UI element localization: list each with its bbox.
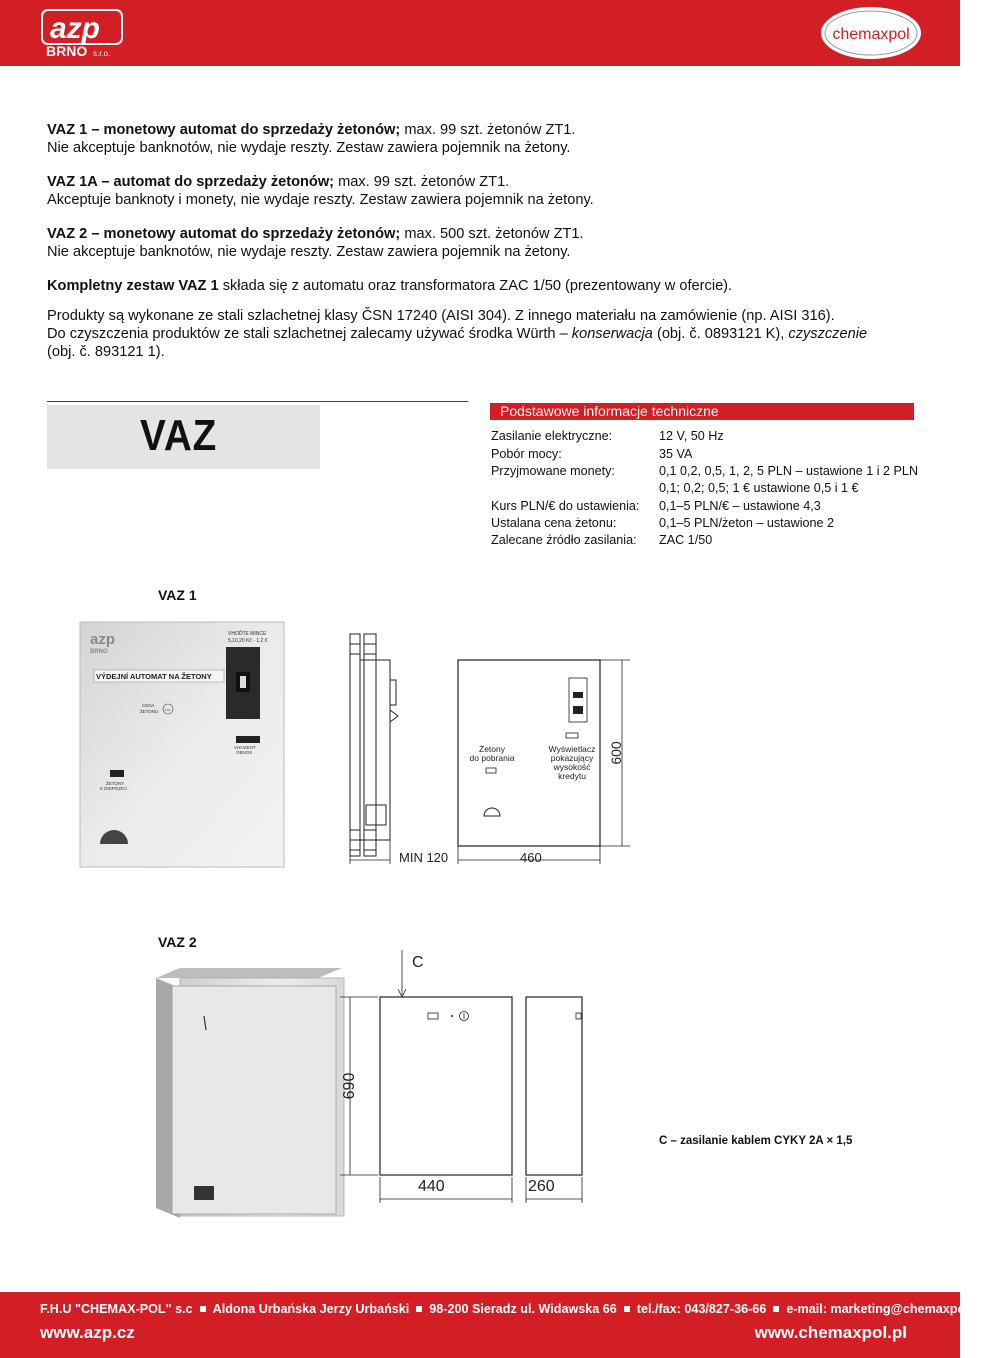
footer-owners: Aldona Urbańska Jerzy Urbański: [212, 1302, 410, 1316]
spec-value: 0,1; 0,2; 0,5; 1 € ustawione 0,5 i 1 €: [659, 481, 859, 495]
drawing-display-label-2: pokazujący: [550, 753, 594, 763]
photo-coin-values: 5,10,20 Kč - 1,2 €: [228, 638, 268, 644]
spec-value: 35 VA: [659, 447, 693, 461]
spec-label: Zasilanie elektryczne:: [491, 429, 613, 443]
drawing-width-dim: 440: [418, 1178, 445, 1195]
vaz2-cable-note: C – zasilanie kablem CYKY 2A × 1,5: [659, 1135, 853, 1147]
steel-line: Produkty są wykonane ze stali szlachetnej klasy ČSN 17240 (AISI 304). Z innego materiału na zamówienie (np. AISI 316).: [47, 308, 835, 324]
bullet-icon: [200, 1306, 206, 1312]
vaz1-title-rest: max. 99 szt. żetonów ZT1.: [400, 122, 576, 138]
clean-text-1: Do czyszczenia produktów ze stali szlachetnej zalecamy używać środka Würth –: [47, 326, 572, 342]
photo-azp-city: BRNO: [90, 649, 108, 655]
footer-email[interactable]: e-mail: marketing@chemaxpol.pl: [786, 1302, 983, 1316]
spec-value: 0,1–5 PLN/€ – ustawione 4,3: [659, 499, 821, 513]
vaz1-photo: [80, 622, 284, 867]
photo-price-label-2: ŽETONU: [140, 709, 159, 714]
photo-tokens-label-2: K DISPOZICI: [100, 786, 127, 791]
azp-logo-text: azp: [50, 12, 101, 45]
photo-price-value: 2 Kč: [164, 708, 171, 712]
vaz1a-description: Akceptuje banknoty i monety, nie wydaje reszty. Zestaw zawiera pojemnik na żetony.: [47, 192, 594, 208]
kit-paragraph: [47, 277, 917, 295]
photo-tokens-label: ŽETONY: [106, 781, 125, 786]
spec-header: Podstawowe informacje techniczne: [490, 403, 914, 420]
vaz1-description: Nie akceptuje banknotów, nie wydaje reszty. Zestaw zawiera pojemnik na żetony.: [47, 140, 571, 156]
footer-link-azp[interactable]: www.azp.cz: [40, 1323, 135, 1342]
clean-text-2: (obj. č. 0893121 K),: [652, 326, 789, 342]
azp-city-text: BRNO: [46, 43, 88, 59]
vaz1a-title-rest: max. 99 szt. żetonów ZT1.: [334, 174, 510, 190]
drawing-display-label: Wyświetlacz: [548, 744, 596, 754]
vaz2-drawing: [330, 945, 610, 1205]
footer-company: F.H.U "CHEMAX-POL" s.c: [40, 1302, 193, 1316]
azp-logo: [38, 8, 148, 58]
bullet-icon: [416, 1306, 422, 1312]
drawing-depth-dim: MIN 120: [399, 850, 449, 865]
vaz2-photo: [150, 968, 350, 1218]
drawing-height-dim: 600: [608, 741, 624, 765]
drawing-depth-dim: 260: [528, 1178, 555, 1195]
vaz1-label: VAZ 1: [158, 587, 197, 603]
photo-price-label: CENA: [142, 703, 155, 708]
spec-value: 0,1–5 PLN/żeton – ustawione 2: [659, 516, 835, 530]
spec-value: ZAC 1/50: [659, 533, 713, 547]
azp-suffix-text: s.r.o.: [93, 49, 111, 58]
vaz1-drawing: [340, 630, 640, 870]
spec-label: Kurs PLN/€ do ustawienia:: [491, 499, 640, 513]
vaz1a-intro: [47, 173, 917, 209]
drawing-display-label-4: kredytu: [558, 771, 586, 781]
vaz2-intro: [47, 225, 917, 261]
kit-rest: składa się z automatu oraz transformatora ZAC 1/50 (prezentowany w ofercie).: [218, 278, 733, 294]
photo-inserted-label-2: OBNOS: [236, 750, 253, 755]
steel-paragraph: [47, 307, 917, 361]
drawing-c-label: C: [412, 954, 424, 971]
product-title: VAZ: [140, 411, 218, 460]
photo-inserted-label: VHOZENÝ: [234, 745, 256, 750]
chemaxpol-logo-text: chemaxpol: [832, 26, 910, 43]
kit-bold: Kompletny zestaw VAZ 1: [47, 278, 219, 294]
photo-azp-logo: azp: [90, 631, 116, 648]
footer-address: 98-200 Sieradz ul. Widawska 66: [429, 1302, 617, 1316]
footer-contact: [40, 1302, 983, 1316]
drawing-tokens-label: Żetony: [479, 744, 505, 754]
clean-em-1: konserwacja: [571, 326, 653, 342]
vaz2-label: VAZ 2: [158, 934, 197, 950]
spec-value: 0,1 0,2, 0,5, 1, 2, 5 PLN – ustawione 1 i 2 PLN: [659, 464, 919, 478]
bullet-icon: [624, 1306, 630, 1312]
spec-label: Zalecane źródło zasilania:: [491, 533, 637, 547]
photo-title-plate: VÝDEJNÍ AUTOMAT NA ŽETONY: [96, 672, 212, 681]
clean-text-3: (obj. č. 893121 1).: [47, 344, 165, 360]
vaz1-title: VAZ 1 – monetowy automat do sprzedaży żetonów;: [47, 122, 401, 138]
drawing-width-dim: 460: [520, 850, 542, 865]
vaz2-description: Nie akceptuje banknotów, nie wydaje reszty. Zestaw zawiera pojemnik na żetony.: [47, 244, 571, 260]
clean-em-2: czyszczenie: [788, 326, 868, 342]
vaz1a-title: VAZ 1A – automat do sprzedaży żetonów;: [47, 174, 335, 190]
bullet-icon: [773, 1306, 779, 1312]
vaz1-intro: [47, 121, 917, 157]
footer-link-chemaxpol[interactable]: www.chemaxpol.pl: [754, 1323, 907, 1342]
drawing-tokens-label-2: do pobrania: [469, 753, 515, 763]
photo-coin-label: VHOĎTE MINCE: [228, 631, 267, 637]
chemaxpol-logo: [818, 4, 924, 62]
drawing-height-dim: 690: [341, 1072, 358, 1100]
drawing-display-label-3: wysokość: [553, 762, 591, 772]
spec-label: Przyjmowane monety:: [491, 464, 615, 478]
spec-value: 12 V, 50 Hz: [659, 429, 724, 443]
spec-label: Ustalana cena żetonu:: [491, 516, 617, 530]
vaz2-title: VAZ 2 – monetowy automat do sprzedaży żetonów;: [47, 226, 401, 242]
footer-phone: tel./fax: 043/827-36-66: [636, 1302, 767, 1316]
title-rule: [47, 401, 468, 402]
spec-label: Pobór mocy:: [491, 447, 562, 461]
vaz2-title-rest: max. 500 szt. żetonów ZT1.: [400, 226, 584, 242]
